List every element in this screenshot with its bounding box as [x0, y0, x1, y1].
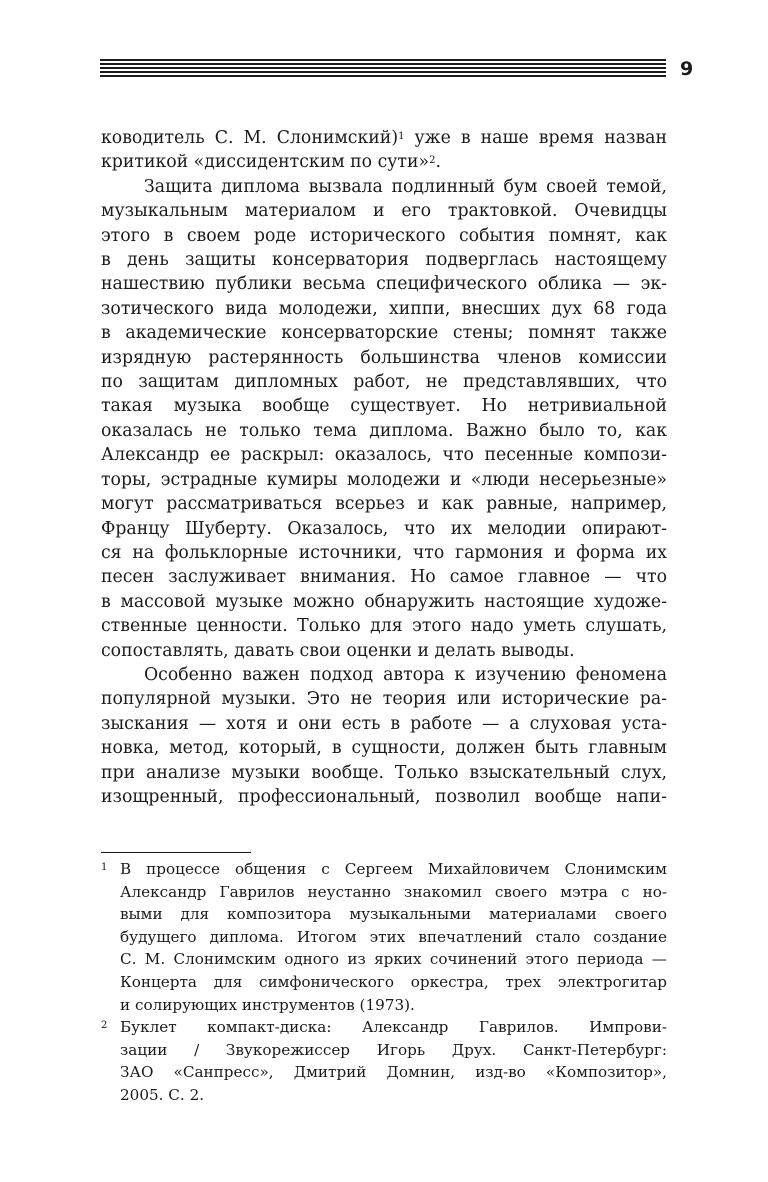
text-line: ководитель С. М. Слонимский)$^1$ уже в наше время назван — [101, 128, 667, 148]
text-line: торы, эстрадные кумиры молодежи и «люди несерьезные» — [101, 469, 667, 490]
text-line: ственные ценности. Только для этого надо уметь слушать, — [101, 616, 667, 637]
footnote-line: будущего диплома. Итогом этих впечатлений стало создание — [120, 927, 667, 946]
text-line: в академические консерваторские стены; помнят также — [101, 323, 667, 344]
text-line: оказалась не только тема диплома. Важно было то, как — [101, 420, 667, 441]
text-line: этого в своем роде исторического события помнят, как — [101, 225, 667, 246]
footnote-mark: 1 — [101, 862, 108, 873]
text-line: Францу Шуберту. Оказалось, что их мелодии опирают- — [101, 518, 667, 539]
page-number: 9 — [680, 58, 694, 80]
footnote-ref[interactable]: 2 — [429, 155, 436, 167]
text-line: зотического вида молодежи, хиппи, внесших дух 68 года — [101, 298, 667, 319]
text-line: песен заслуживает внимания. Но самое главное — что — [101, 567, 667, 588]
footnote-line: 2005. С. 2. — [120, 1085, 205, 1104]
footnote-line: Александр Гаврилов неустанно знакомил своего мэтра с но- — [120, 882, 667, 901]
text-line: такая музыка вообще существует. Но нетривиальной — [101, 396, 667, 417]
text-line: новка, метод, который, в сущности, должен быть главным — [101, 738, 667, 759]
text-line: Особенно важен подход автора к изучению феномена — [144, 664, 667, 685]
footnotes — [101, 858, 667, 1107]
footnote-line: Буклет компакт-диска: Александр Гаврилов. Импрови- — [120, 1018, 667, 1037]
text-line: могут рассматриваться всерьез и как равные, например, — [101, 494, 667, 515]
footnote-2 — [101, 1016, 667, 1106]
footnote-mark: 2 — [101, 1020, 108, 1032]
footnote-line: Концерта для симфонического оркестра, трех электрогитар — [120, 972, 667, 991]
text-line: зыскания — хотя и они есть в работе — а слуховая уста- — [101, 713, 667, 734]
footnote-line: В процессе общения с Сергеем Михайловичем Слонимским — [120, 860, 667, 878]
text-line: изощренный, профессиональный, позволил вообще напи- — [101, 786, 667, 807]
text-line: сопоставлять, давать свои оценки и делать выводы. — [101, 640, 575, 661]
main-text — [101, 126, 667, 809]
footnote-line: выми для композитора музыкальными материалами своего — [120, 905, 667, 924]
footnote-separator — [101, 852, 251, 853]
footnote-ref[interactable]: 1 — [398, 131, 405, 142]
footnote-line: зации / Звукорежиссер Игорь Друх. Санкт-Петербург: — [120, 1040, 667, 1059]
text-line: при анализе музыки вообще. Только взыскательный слух, — [101, 762, 667, 783]
text-line: в массовой музыке можно обнаружить настоящие художе- — [101, 591, 667, 612]
text-line: Защита диплома вызвала подлинный бум своей темой, — [144, 176, 667, 197]
header-decorative-rules — [100, 59, 666, 79]
text-line: Александр ее раскрыл: оказалось, что песенные компози- — [101, 445, 667, 466]
text-line: нашествию публики весьма специфического облика — эк- — [101, 274, 667, 295]
footnote-1 — [101, 858, 667, 1016]
footnote-line: и солирующих инструментов (1973). — [120, 995, 415, 1014]
text-line: музыкальным материалом и его трактовкой. Очевидцы — [101, 201, 667, 222]
text-line: по защитам дипломных работ, не представлявших, что — [101, 372, 667, 393]
footnote-line: ЗАО «Санпресс», Дмитрий Домнин, изд-во «Композитор», — [120, 1063, 667, 1082]
text-line: ся на фольклорные источники, что гармония и форма их — [101, 542, 667, 563]
text-line: в день защиты консерватория подверглась настоящему — [101, 250, 667, 271]
text-line: популярной музыки. Это не теория или исторические ра- — [101, 689, 667, 710]
text-line: критикой «диссидентским по сути»$^2$. — [101, 152, 441, 173]
running-header — [100, 56, 700, 82]
text-line: изрядную растерянность большинства членов комиссии — [101, 347, 667, 368]
footnote-line: С. М. Слонимским одного из ярких сочинений этого периода — — [120, 950, 667, 969]
